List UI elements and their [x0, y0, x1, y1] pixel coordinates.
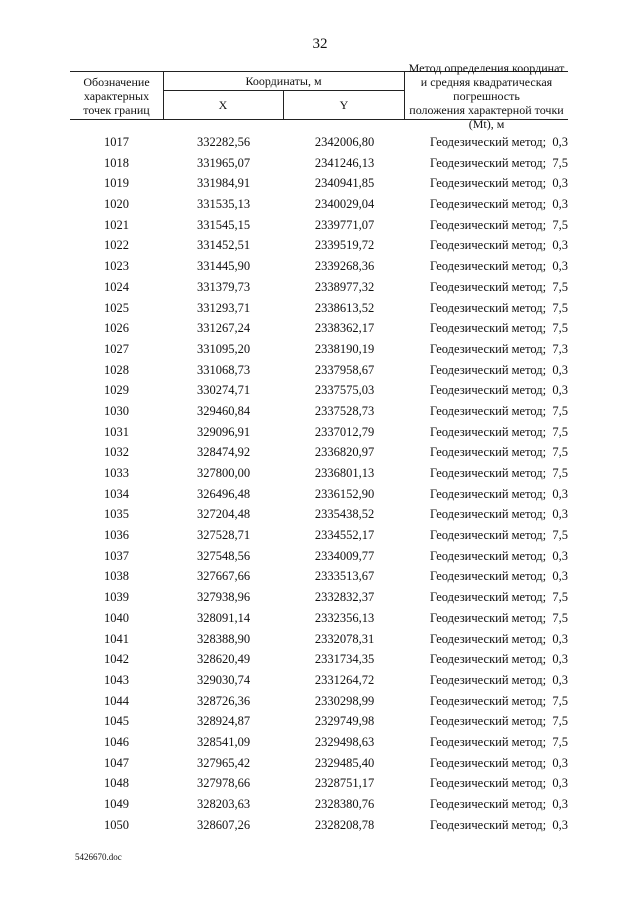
point-number: 1028	[104, 362, 129, 377]
coord-x: 331267,24	[196, 321, 251, 336]
coord-y: 2338190,19	[314, 341, 375, 356]
method-cell: Геодезический метод; 7,5	[429, 300, 568, 315]
header-x: X	[163, 91, 284, 119]
coord-x: 329460,84	[196, 403, 251, 418]
table-row	[70, 173, 568, 194]
point-number: 1050	[104, 817, 129, 832]
coord-y: 2335438,52	[314, 507, 375, 522]
coord-y: 2339268,36	[314, 259, 375, 274]
header-method: Метод определения координат и средняя квадратическая погрешность положения характерной точки (Mt), м	[408, 60, 565, 131]
coord-y: 2340941,85	[314, 176, 375, 191]
header-designation: Обозначение характерных точек границ	[70, 72, 164, 119]
method-cell: Геодезический метод; 7,5	[429, 466, 568, 480]
point-number: 1037	[104, 548, 129, 563]
table-row	[70, 504, 568, 525]
method-cell: Геодезический метод; 0,3	[429, 197, 568, 212]
table-body	[70, 132, 568, 835]
point-number: 1043	[104, 672, 129, 687]
table-row	[70, 215, 568, 236]
coord-x: 331445,90	[196, 259, 251, 274]
method-cell: Геодезический метод; 0,3	[429, 486, 568, 501]
method-cell: Геодезический метод; 0,3	[429, 776, 568, 791]
method-cell: Геодезический метод; 0,3	[429, 259, 568, 274]
table-row	[70, 753, 568, 774]
method-cell: Геодезический метод; 0,3	[429, 569, 568, 584]
coord-y: 2334552,17	[314, 528, 375, 543]
coord-y: 2340029,04	[314, 197, 375, 212]
coord-y: 2338362,17	[314, 321, 375, 336]
point-number: 1049	[104, 797, 129, 811]
point-number: 1044	[104, 693, 129, 708]
coord-y: 2341246,13	[314, 155, 375, 170]
point-number: 1032	[104, 445, 129, 460]
method-cell: Геодезический метод; 7,5	[429, 279, 568, 294]
method-cell: Геодезический метод; 7,5	[429, 445, 568, 460]
coord-y: 2328751,17	[314, 776, 375, 791]
point-number: 1040	[104, 610, 129, 625]
table-row	[70, 629, 568, 650]
coord-x: 328388,90	[196, 631, 251, 646]
coord-x: 328474,92	[196, 445, 251, 460]
point-number: 1026	[104, 321, 129, 336]
point-number: 1046	[104, 734, 129, 749]
method-cell: Геодезический метод; 0,3	[429, 176, 568, 191]
method-cell: Геодезический метод; 0,3	[429, 652, 568, 667]
point-number: 1045	[104, 714, 129, 729]
table-row	[70, 773, 568, 794]
coord-y: 2333513,67	[314, 569, 375, 584]
table-row	[70, 608, 568, 629]
method-cell: Геодезический метод; 7,5	[429, 155, 568, 170]
coord-x: 331068,73	[196, 362, 251, 377]
coord-y: 2336801,13	[314, 466, 375, 480]
header-y: Y	[339, 98, 349, 112]
table-row	[70, 815, 568, 836]
coord-x: 330274,71	[196, 383, 251, 398]
coord-x: 331535,13	[196, 197, 251, 212]
coord-x: 331293,71	[196, 300, 251, 315]
method-cell: Геодезический метод; 7,5	[429, 693, 568, 708]
point-number: 1038	[104, 569, 129, 584]
coord-x: 331545,15	[196, 217, 251, 232]
method-cell: Геодезический метод; 7,5	[429, 217, 568, 232]
table-row	[70, 670, 568, 691]
coord-x: 328607,26	[196, 817, 251, 832]
coord-x: 331965,07	[196, 155, 251, 170]
table-row	[70, 235, 568, 256]
coord-x: 328620,49	[196, 652, 251, 667]
method-cell: Геодезический метод; 0,3	[429, 797, 568, 811]
coord-y: 2342006,80	[314, 135, 375, 149]
coord-y: 2328380,76	[314, 797, 375, 811]
point-number: 1036	[104, 528, 129, 543]
coord-x: 328726,36	[196, 693, 251, 708]
method-cell: Геодезический метод; 0,3	[429, 672, 568, 687]
coord-y: 2332356,13	[314, 610, 375, 625]
header-coordinates-group	[163, 72, 405, 119]
table-row	[70, 691, 568, 712]
coord-x: 331379,73	[196, 279, 251, 294]
coord-y: 2329498,63	[314, 734, 375, 749]
table-row	[70, 298, 568, 319]
table-row	[70, 360, 568, 381]
coord-x: 328203,63	[196, 797, 251, 811]
coord-y: 2339519,72	[314, 238, 375, 253]
coord-y: 2338977,32	[314, 279, 375, 294]
table-row	[70, 277, 568, 298]
coord-x: 327548,56	[196, 548, 251, 563]
table-row	[70, 794, 568, 815]
coord-y: 2328208,78	[314, 817, 375, 832]
point-number: 1030	[104, 403, 129, 418]
coord-x: 329096,91	[196, 424, 251, 439]
coord-y: 2332832,37	[314, 590, 375, 605]
method-cell: Геодезический метод; 0,3	[429, 507, 568, 522]
coord-y: 2331264,72	[314, 672, 375, 687]
point-number: 1029	[104, 383, 129, 398]
coord-x: 327965,42	[196, 755, 251, 770]
table-row	[70, 587, 568, 608]
footer-filename: 5426670.doc	[75, 852, 122, 862]
table-row	[70, 463, 568, 484]
table-row	[70, 484, 568, 505]
method-cell: Геодезический метод; 7,5	[429, 403, 568, 418]
coord-y: 2332078,31	[314, 631, 375, 646]
page-number: 32	[312, 36, 328, 52]
coord-x: 328091,14	[196, 610, 251, 625]
table-row	[70, 422, 568, 443]
point-number: 1024	[104, 279, 129, 294]
coord-y: 2337958,67	[314, 362, 375, 377]
coord-x: 326496,48	[196, 486, 251, 501]
table-header	[70, 60, 568, 131]
method-cell: Геодезический метод; 7,3	[429, 341, 568, 356]
coord-x: 331452,51	[196, 238, 251, 253]
method-cell: Геодезический метод; 7,5	[429, 734, 568, 749]
point-number: 1039	[104, 590, 129, 605]
point-number: 1034	[104, 486, 129, 501]
point-number: 1031	[104, 424, 129, 439]
table-row	[70, 546, 568, 567]
coord-y: 2338613,52	[314, 300, 375, 315]
coord-y: 2336152,90	[314, 486, 375, 501]
method-cell: Геодезический метод; 0,3	[429, 238, 568, 253]
method-cell: Геодезический метод; 0,3	[429, 383, 568, 398]
coord-y: 2329749,98	[314, 714, 375, 729]
coord-x: 327938,96	[196, 590, 251, 605]
point-number: 1022	[104, 238, 129, 253]
coord-x: 331984,91	[196, 176, 251, 191]
coord-x: 328924,87	[196, 714, 251, 729]
table-row	[70, 153, 568, 174]
point-number: 1033	[104, 466, 129, 480]
table-row	[70, 132, 568, 153]
table-row	[70, 732, 568, 753]
method-cell: Геодезический метод; 7,5	[429, 321, 568, 336]
table-row	[70, 256, 568, 277]
point-number: 1042	[104, 652, 129, 667]
table-row	[70, 318, 568, 339]
table-row	[70, 339, 568, 360]
coord-y: 2337575,03	[314, 383, 375, 398]
coord-y: 2337012,79	[314, 424, 375, 439]
table-row	[70, 442, 568, 463]
coord-x: 327528,71	[196, 528, 251, 543]
method-cell: Геодезический метод; 0,3	[429, 135, 568, 149]
point-number: 1017	[104, 135, 129, 149]
method-cell: Геодезический метод; 7,5	[429, 528, 568, 543]
table-row	[70, 649, 568, 670]
point-number: 1020	[104, 197, 129, 212]
method-cell: Геодезический метод; 0,3	[429, 817, 568, 832]
coord-x: 331095,20	[196, 341, 251, 356]
coord-x: 327667,66	[196, 569, 251, 584]
point-number: 1041	[104, 631, 129, 646]
coord-y: 2337528,73	[314, 403, 375, 418]
coord-y: 2334009,77	[314, 548, 375, 563]
method-cell: Геодезический метод; 7,5	[429, 424, 568, 439]
point-number: 1025	[104, 300, 129, 315]
coord-y: 2336820,97	[314, 445, 375, 460]
table-row	[70, 380, 568, 401]
table-row	[70, 711, 568, 732]
coord-x: 329030,74	[196, 672, 251, 687]
coord-y: 2331734,35	[314, 652, 375, 667]
method-cell: Геодезический метод; 0,3	[429, 548, 568, 563]
point-number: 1047	[104, 755, 129, 770]
table-row	[70, 525, 568, 546]
method-cell: Геодезический метод; 0,3	[429, 631, 568, 646]
method-cell: Геодезический метод; 7,5	[429, 610, 568, 625]
coord-x: 327204,48	[196, 507, 251, 522]
point-number: 1018	[104, 155, 129, 170]
table-row	[70, 401, 568, 422]
method-cell: Геодезический метод; 7,5	[429, 590, 568, 605]
method-cell: Геодезический метод; 0,3	[429, 362, 568, 377]
table-row	[70, 194, 568, 215]
coord-x: 327800,00	[196, 466, 251, 480]
point-number: 1027	[104, 341, 129, 356]
coord-y: 2329485,40	[314, 755, 375, 770]
point-number: 1035	[104, 507, 129, 522]
method-cell: Геодезический метод; 0,3	[429, 755, 568, 770]
point-number: 1023	[104, 259, 129, 274]
coord-x: 327978,66	[196, 776, 251, 791]
coord-y: 2339771,07	[314, 217, 375, 232]
coord-x: 328541,09	[196, 734, 251, 749]
coord-x: 332282,56	[196, 135, 251, 149]
coord-y: 2330298,99	[314, 693, 375, 708]
header-coordinates: Координаты, м	[163, 72, 404, 91]
point-number: 1021	[104, 217, 129, 232]
point-number: 1019	[104, 176, 129, 191]
table-row	[70, 566, 568, 587]
point-number: 1048	[104, 776, 129, 791]
method-cell: Геодезический метод; 7,5	[429, 714, 568, 729]
